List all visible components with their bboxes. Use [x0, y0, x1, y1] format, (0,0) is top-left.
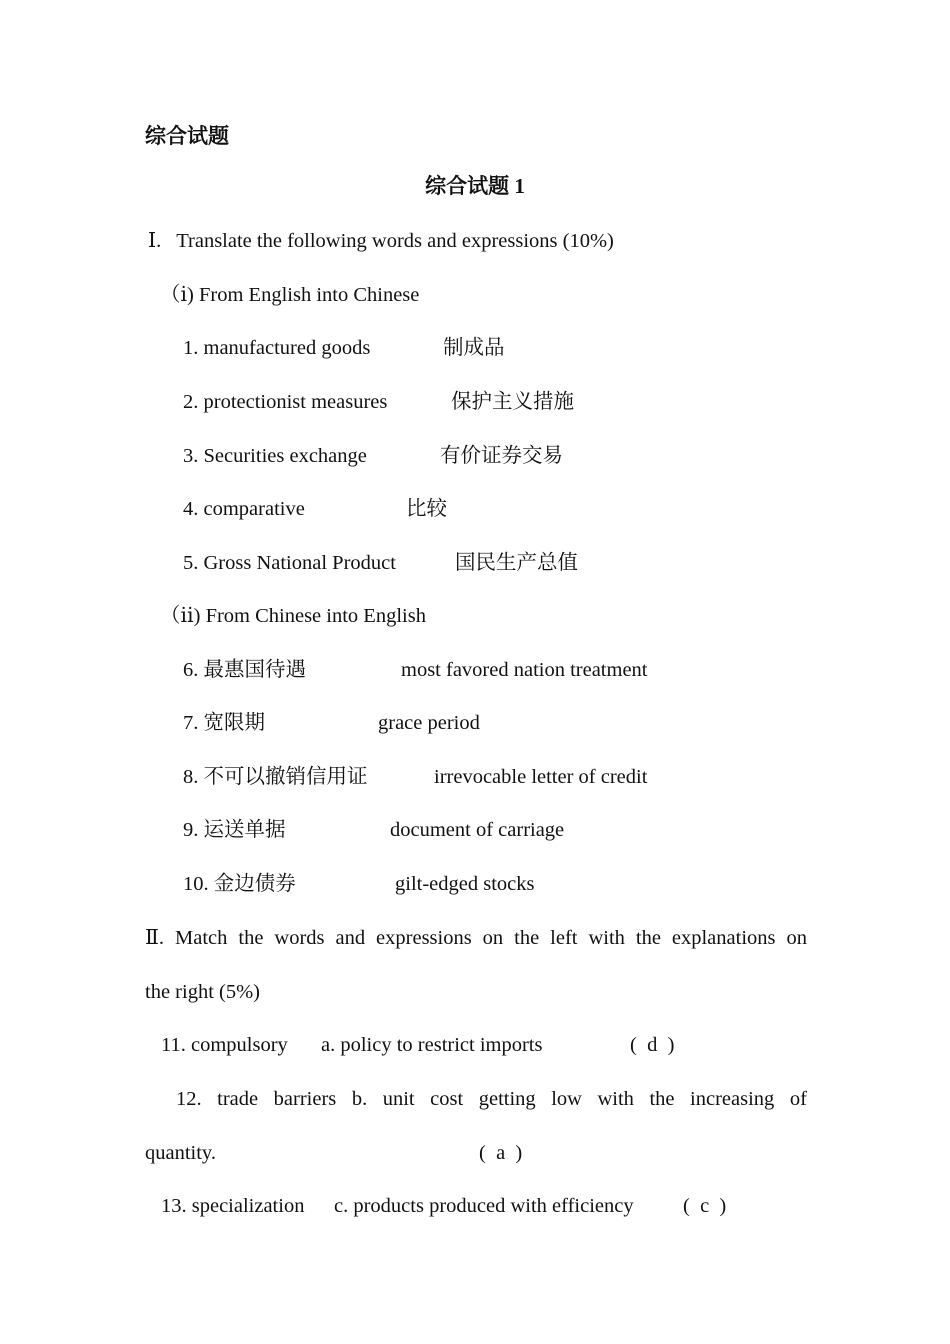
title-word: Match — [175, 927, 228, 949]
item-12-word: the — [649, 1088, 675, 1110]
document-heading: 综合试题 — [145, 124, 229, 148]
exam-title: 综合试题 1 — [425, 174, 525, 198]
section-2-title-line-2: the right (5%) — [145, 981, 260, 1003]
item-2-term: 2. protectionist measures — [183, 391, 388, 413]
item-5-answer: 国民生产总值 — [455, 552, 578, 574]
item-6-term: 6. 最惠国待遇 — [183, 659, 306, 681]
item-5-term: 5. Gross National Product — [183, 552, 396, 574]
item-13-answer: ( c ) — [683, 1195, 727, 1217]
title-word: the — [635, 927, 661, 949]
item-13-explanation: c. products produced with efficiency — [334, 1195, 634, 1217]
item-4-answer: 比较 — [406, 498, 447, 520]
item-12-word: cost — [430, 1088, 464, 1110]
item-12-line-2: quantity. — [145, 1142, 216, 1164]
item-10-answer: gilt-edged stocks — [395, 873, 535, 895]
item-12-word: trade — [217, 1088, 259, 1110]
item-6-answer: most favored nation treatment — [401, 659, 648, 681]
item-12-word: with — [597, 1088, 634, 1110]
item-12-answer: ( a ) — [479, 1142, 523, 1164]
section-1-title: Ⅰ. Translate the following words and expressions (10%) — [148, 230, 614, 252]
item-2-answer: 保护主义措施 — [451, 391, 574, 413]
item-12-word: getting — [478, 1088, 536, 1110]
title-word: with — [588, 927, 625, 949]
title-word: on — [482, 927, 504, 949]
title-word: on — [786, 927, 807, 949]
title-word: words — [274, 927, 325, 949]
item-9-answer: document of carriage — [390, 819, 565, 841]
item-11-explanation: a. policy to restrict imports — [321, 1034, 543, 1056]
item-1-answer: 制成品 — [443, 337, 505, 359]
title-word: expressions — [376, 927, 472, 949]
title-word: Ⅱ. — [145, 927, 165, 949]
title-word: the — [514, 927, 540, 949]
item-12-word: 12. — [176, 1088, 202, 1110]
item-8-term: 8. 不可以撤销信用证 — [183, 766, 368, 788]
title-word: left — [550, 927, 578, 949]
section-1-part-2-label: （ⅱ) From Chinese into English — [160, 605, 426, 627]
item-7-answer: grace period — [378, 712, 480, 734]
item-8-answer: irrevocable letter of credit — [434, 766, 648, 788]
item-11-answer: ( d ) — [630, 1034, 675, 1056]
item-3-answer: 有价证券交易 — [440, 445, 563, 467]
item-11-term: 11. compulsory — [161, 1034, 288, 1056]
title-word: explanations — [671, 927, 776, 949]
item-4-term: 4. comparative — [183, 498, 305, 520]
item-12-word: unit — [382, 1088, 415, 1110]
item-12-line-1 — [176, 1089, 807, 1110]
item-13-term: 13. specialization — [161, 1195, 305, 1217]
item-12-word: barriers — [273, 1088, 337, 1110]
item-1-term: 1. manufactured goods — [183, 337, 371, 359]
title-word: and — [335, 927, 366, 949]
item-9-term: 9. 运送单据 — [183, 819, 286, 841]
title-word: the — [238, 927, 264, 949]
section-1-part-1-label: （ⅰ) From English into Chinese — [160, 284, 420, 306]
item-7-term: 7. 宽限期 — [183, 712, 265, 734]
item-12-word: low — [551, 1088, 582, 1110]
item-3-term: 3. Securities exchange — [183, 445, 367, 467]
item-12-word: b. — [351, 1088, 368, 1110]
item-10-term: 10. 金边债券 — [183, 873, 296, 895]
section-2-title-line-1 — [145, 928, 807, 949]
item-12-word: increasing — [690, 1088, 775, 1110]
item-12-word: of — [789, 1088, 807, 1110]
